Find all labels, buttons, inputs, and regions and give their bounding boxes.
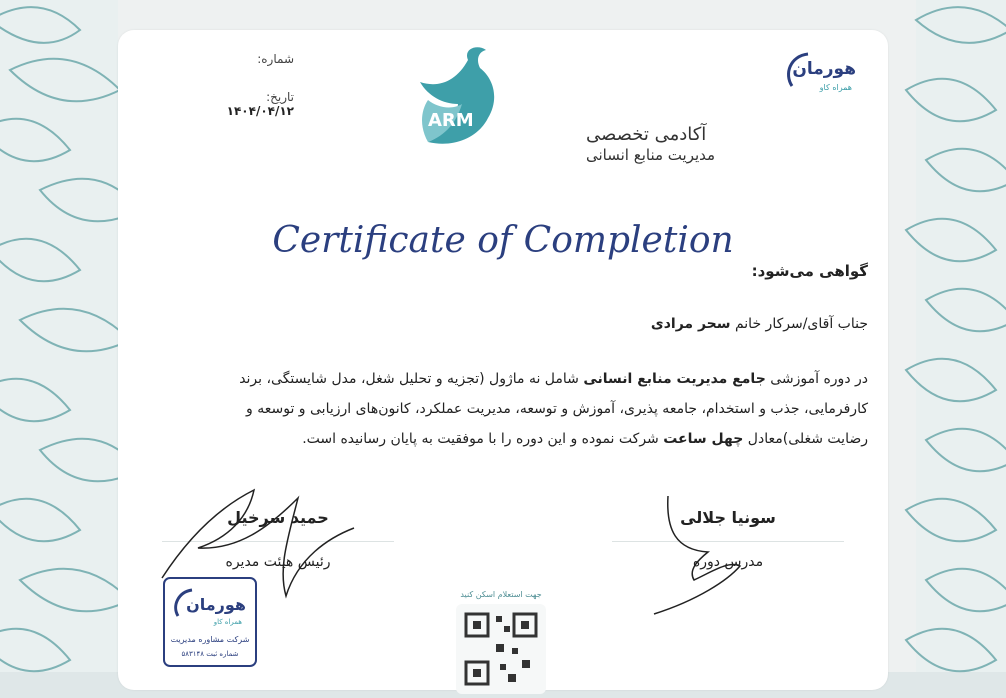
signer-role: مدرس دوره bbox=[692, 554, 764, 570]
hourman-logo-graphic bbox=[782, 46, 862, 102]
certificate-title bbox=[272, 190, 734, 280]
body-modules: شامل نه ماژول (تجزیه و تحلیل شغل، مدل شایستگی، برند کارفرمایی، جذب و استخدام، جامعه پذیری، آموزش و توسعه، مدیریت عملکرد، کانون‌های ارزیابی و توسعه و رضایت شغلی)معادل bbox=[239, 371, 868, 447]
company-stamp bbox=[162, 576, 258, 668]
number-label: شماره: bbox=[257, 52, 294, 66]
signer-name: حمید سرخیل bbox=[227, 508, 329, 527]
testify-heading: گواهی می‌شود: bbox=[751, 262, 868, 280]
qr-code[interactable] bbox=[456, 604, 546, 694]
academy-logo bbox=[408, 38, 716, 168]
hourman-logo bbox=[782, 46, 862, 102]
certificate-number bbox=[238, 52, 294, 66]
signer-name: سونیا جلالی bbox=[680, 508, 776, 527]
certificate-body bbox=[208, 364, 868, 454]
qr-label: جهت استعلام اسکن کنید bbox=[460, 590, 542, 599]
signer-role: رئیس هیئت مدیره bbox=[225, 554, 331, 570]
leaf-pattern-graphic bbox=[916, 0, 1006, 672]
left-leaf-pattern bbox=[0, 0, 118, 672]
course-hours: چهل ساعت bbox=[663, 431, 744, 447]
hourman-logo-sub: همراه کاو bbox=[819, 83, 852, 92]
date-label: تاریخ: bbox=[266, 90, 294, 104]
certificate-card bbox=[118, 30, 888, 690]
academy-logo-letters: ARM bbox=[428, 110, 474, 131]
body-closing: شرکت نموده و این دوره را با موفقیت به پایان رسانیده است. bbox=[302, 431, 664, 447]
course-name: جامع مدیریت منابع انسانی bbox=[583, 371, 766, 387]
signature-block-chairman bbox=[162, 508, 394, 570]
recipient-line bbox=[651, 316, 868, 332]
signature-line bbox=[612, 541, 844, 542]
hourman-logo-name: هورمان bbox=[792, 59, 856, 79]
stamp-sub: همراه کاو bbox=[213, 618, 242, 626]
academy-logo-graphic bbox=[408, 38, 716, 168]
leaf-pattern-graphic bbox=[0, 0, 118, 672]
qr-code-graphic bbox=[456, 604, 546, 694]
recipient-prefix: جناب آقای/سرکار خانم bbox=[734, 316, 868, 332]
signature-block-instructor bbox=[612, 508, 844, 570]
stamp-name: هورمان bbox=[186, 595, 246, 614]
body-intro: در دوره آموزشی bbox=[765, 371, 868, 387]
company-stamp-graphic bbox=[162, 576, 258, 668]
right-leaf-pattern bbox=[916, 0, 1006, 672]
date-value: ۱۴۰۴/۰۴/۱۲ bbox=[226, 104, 294, 118]
certificate-title-graphic bbox=[272, 190, 734, 280]
academy-logo-line2: مدیریت منابع انسانی bbox=[586, 146, 716, 164]
stamp-line2: شماره ثبت ۵۸۳۱۴۸ bbox=[181, 650, 239, 658]
signature-line bbox=[162, 541, 394, 542]
recipient-name: سحر مرادی bbox=[650, 316, 731, 332]
academy-logo-line1: آکادمی تخصصی bbox=[586, 124, 707, 145]
stamp-line1: شرکت مشاوره مدیریت bbox=[170, 635, 250, 644]
certificate-date bbox=[200, 90, 294, 118]
certificate-title-text: Certificate of Completion bbox=[272, 220, 734, 261]
